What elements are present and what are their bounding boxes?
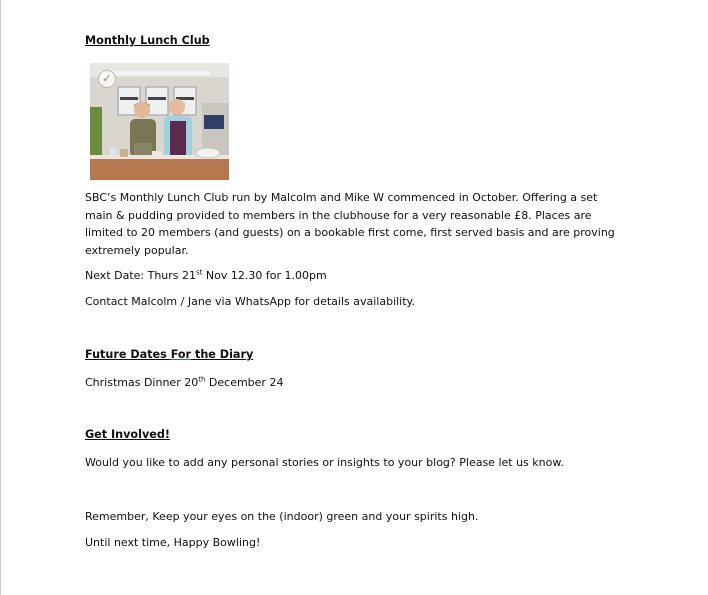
page-left-edge (0, 0, 1, 595)
closing-line-1: Remember, Keep your eyes on the (indoor) green and your spirits high. (85, 510, 479, 523)
christmas-dinner-line (85, 374, 283, 392)
checkmark-icon[interactable]: ✓ (98, 70, 116, 88)
christmas-prefix: Christmas Dinner 20 (85, 376, 199, 389)
next-date-ordinal: st (196, 268, 203, 277)
next-date-line (85, 267, 327, 285)
future-dates-heading-part1: Future Dates (85, 348, 171, 361)
next-date-suffix: Nov 12.30 for 1.00pm (202, 269, 327, 282)
christmas-ordinal: th (198, 375, 206, 384)
christmas-suffix: December 24 (205, 376, 284, 389)
future-dates-heading-part3: the Diary (191, 348, 254, 361)
get-involved-text: Would you like to add any personal stories or insights to your blog? Please let us know. (85, 456, 564, 469)
lunch-club-photo[interactable] (90, 63, 229, 180)
future-dates-heading (85, 348, 253, 361)
closing-line-2: Until next time, Happy Bowling! (85, 536, 261, 549)
next-date-prefix: Next Date: Thurs 21 (85, 269, 197, 282)
lunch-club-description: SBC’s Monthly Lunch Club run by Malcolm and Mike W commenced in October. Offering a set main & pudding provided to members in the clubhouse for a very reasonable £8. Places are limited to 20 members (and guests) on a bookable first come, first served basis and are proving extremely popular. (85, 191, 615, 257)
get-involved-heading: Get Involved! (85, 428, 170, 441)
contact-line: Contact Malcolm / Jane via WhatsApp for details availability. (85, 295, 415, 308)
future-dates-heading-flagged-word[interactable]: For (170, 348, 192, 361)
lunch-club-heading: Monthly Lunch Club (85, 34, 210, 47)
